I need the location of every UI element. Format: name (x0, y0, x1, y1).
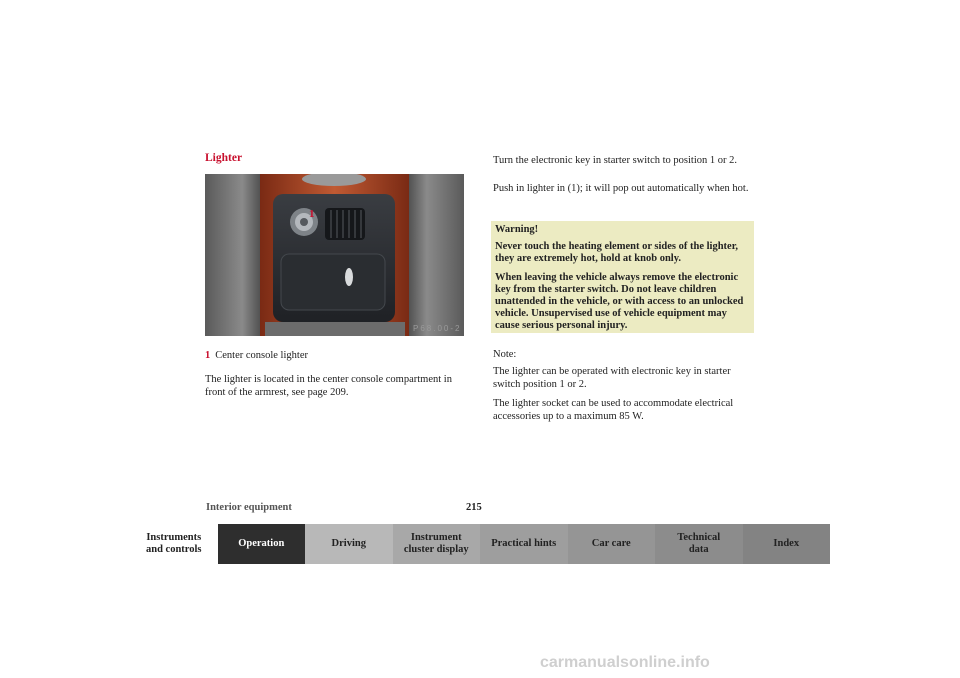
figure-code: P68.00-2 (413, 324, 462, 333)
warning-text-2: When leaving the vehicle always remove the electronic key from the starter switch. Do not leave children unattended in the vehicle, or with access to an unlocked vehicle. Unsupervised use of vehicle equipment may cause serious personal injury. (495, 272, 744, 331)
warning-box (491, 221, 754, 333)
right-para-2: Push in lighter in (1); it will pop out automatically when hot. (493, 183, 749, 194)
note-text-1: The lighter can be operated with electronic key in starter switch position 1 or 2. (493, 366, 731, 390)
tab-driving[interactable]: Driving (305, 524, 393, 564)
note-text-2: The lighter socket can be used to accommodate electrical accessories up to a maximum 85 W. (493, 398, 734, 422)
warning-text-1: Never touch the heating element or sides of the lighter, they are extremely hot, hold at knob only. (495, 241, 739, 264)
warning-title: Warning! (495, 224, 539, 235)
tab-technical-data[interactable]: Technical data (655, 524, 743, 564)
callout-number: 1 (309, 208, 315, 220)
tab-car-care[interactable]: Car care (568, 524, 656, 564)
caption-number: 1 (205, 350, 211, 361)
right-para-1: Turn the electronic key in starter switch to position 1 or 2. (493, 155, 737, 166)
figure-caption (205, 350, 308, 361)
left-paragraph: The lighter is located in the center console compartment in front of the armrest, see page 209. (205, 374, 452, 398)
caption-text: Center console lighter (215, 350, 308, 361)
lighter-photo (205, 174, 464, 336)
tab-index[interactable]: Index (743, 524, 831, 564)
tab-instrument-cluster-display[interactable]: Instrument cluster display (393, 524, 481, 564)
tab-operation[interactable]: Operation (218, 524, 306, 564)
tab-instruments-and-controls[interactable]: Instruments and controls (130, 524, 218, 564)
chapter-tabs (130, 524, 830, 564)
tab-practical-hints[interactable]: Practical hints (480, 524, 568, 564)
chapter-title: Interior equipment (206, 502, 292, 513)
watermark: carmanualsonline.info (540, 654, 710, 671)
note-label: Note: (493, 349, 517, 360)
page-number: 215 (466, 502, 482, 513)
console-illustration (205, 174, 464, 336)
section-heading: Lighter (205, 152, 243, 164)
